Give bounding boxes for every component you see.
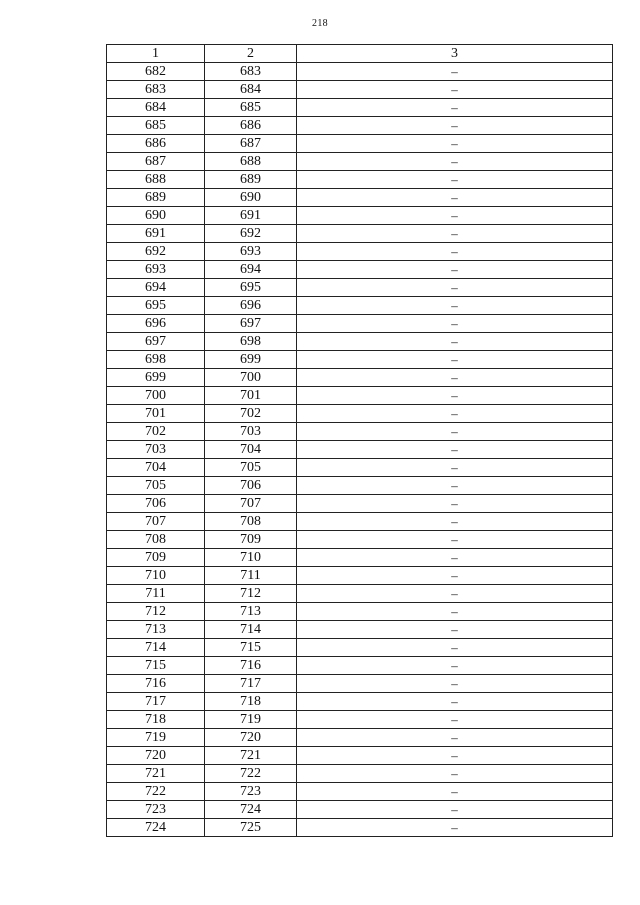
table-cell-col-1: 713	[107, 621, 205, 639]
table-cell-col-2: 697	[205, 315, 297, 333]
table-cell-col-1: 721	[107, 765, 205, 783]
table-row	[107, 189, 613, 207]
table-cell-col-2: 703	[205, 423, 297, 441]
table-cell-col-3: –	[297, 603, 613, 621]
table-cell-col-1: 716	[107, 675, 205, 693]
table-cell-col-3: –	[297, 387, 613, 405]
table-cell-col-1: 711	[107, 585, 205, 603]
table-cell-col-1: 683	[107, 81, 205, 99]
table-cell-col-1: 688	[107, 171, 205, 189]
table-cell-col-3: –	[297, 819, 613, 837]
table-cell-col-2: 715	[205, 639, 297, 657]
table-cell-col-2: 714	[205, 621, 297, 639]
table-row	[107, 63, 613, 81]
table-row	[107, 747, 613, 765]
table-cell-col-1: 703	[107, 441, 205, 459]
table-cell-col-3: –	[297, 171, 613, 189]
table-cell-col-2: 723	[205, 783, 297, 801]
table-cell-col-3: –	[297, 369, 613, 387]
table-cell-col-2: 710	[205, 549, 297, 567]
table-cell-col-2: 700	[205, 369, 297, 387]
table-cell-col-1: 696	[107, 315, 205, 333]
table-row	[107, 315, 613, 333]
table-cell-col-3: –	[297, 549, 613, 567]
table-cell-col-2: 705	[205, 459, 297, 477]
table-cell-col-2: 725	[205, 819, 297, 837]
table-cell-col-2: 690	[205, 189, 297, 207]
table-row	[107, 387, 613, 405]
table-cell-col-3: –	[297, 693, 613, 711]
table-row	[107, 531, 613, 549]
table-row	[107, 171, 613, 189]
header-row	[107, 45, 613, 63]
table-cell-col-3: –	[297, 639, 613, 657]
table-row	[107, 621, 613, 639]
table-row	[107, 657, 613, 675]
table-row	[107, 99, 613, 117]
table-cell-col-1: 712	[107, 603, 205, 621]
table-cell-col-1: 689	[107, 189, 205, 207]
table-cell-col-3: –	[297, 117, 613, 135]
table-row	[107, 225, 613, 243]
table-row	[107, 459, 613, 477]
table-cell-col-2: 685	[205, 99, 297, 117]
table-cell-col-3: –	[297, 567, 613, 585]
table-cell-col-2: 722	[205, 765, 297, 783]
table-cell-col-2: 689	[205, 171, 297, 189]
table-cell-col-3: –	[297, 423, 613, 441]
table-row	[107, 585, 613, 603]
table-cell-col-1: 682	[107, 63, 205, 81]
column-header-2: 2	[205, 45, 297, 63]
table-cell-col-3: –	[297, 153, 613, 171]
table-cell-col-1: 698	[107, 351, 205, 369]
table-cell-col-1: 692	[107, 243, 205, 261]
table-row	[107, 729, 613, 747]
table-cell-col-2: 692	[205, 225, 297, 243]
table-cell-col-1: 717	[107, 693, 205, 711]
table-cell-col-1: 693	[107, 261, 205, 279]
table-cell-col-1: 714	[107, 639, 205, 657]
table-cell-col-3: –	[297, 621, 613, 639]
table-cell-col-2: 707	[205, 495, 297, 513]
table-cell-col-1: 699	[107, 369, 205, 387]
table-cell-col-2: 709	[205, 531, 297, 549]
table-cell-col-1: 707	[107, 513, 205, 531]
table-cell-col-3: –	[297, 675, 613, 693]
data-table	[106, 44, 613, 837]
table-cell-col-1: 685	[107, 117, 205, 135]
table-cell-col-1: 691	[107, 225, 205, 243]
table-cell-col-2: 695	[205, 279, 297, 297]
table-row	[107, 207, 613, 225]
table-row	[107, 81, 613, 99]
table-cell-col-3: –	[297, 783, 613, 801]
table-row	[107, 711, 613, 729]
table-cell-col-2: 701	[205, 387, 297, 405]
table-cell-col-2: 712	[205, 585, 297, 603]
table-cell-col-1: 687	[107, 153, 205, 171]
table-cell-col-1: 690	[107, 207, 205, 225]
table-row	[107, 513, 613, 531]
table-header	[107, 45, 613, 63]
table-cell-col-2: 683	[205, 63, 297, 81]
table-cell-col-3: –	[297, 765, 613, 783]
table-cell-col-3: –	[297, 477, 613, 495]
table-row	[107, 693, 613, 711]
column-header-3: 3	[297, 45, 613, 63]
table-cell-col-3: –	[297, 81, 613, 99]
table-cell-col-2: 719	[205, 711, 297, 729]
table-cell-col-3: –	[297, 351, 613, 369]
table-row	[107, 819, 613, 837]
table-cell-col-3: –	[297, 441, 613, 459]
table-row	[107, 477, 613, 495]
table-cell-col-3: –	[297, 261, 613, 279]
table-cell-col-1: 715	[107, 657, 205, 675]
table-cell-col-2: 688	[205, 153, 297, 171]
table-cell-col-1: 704	[107, 459, 205, 477]
table-cell-col-2: 699	[205, 351, 297, 369]
table-row	[107, 369, 613, 387]
table-cell-col-3: –	[297, 405, 613, 423]
table-row	[107, 333, 613, 351]
table-cell-col-3: –	[297, 99, 613, 117]
table-cell-col-3: –	[297, 747, 613, 765]
page-number: 218	[312, 18, 328, 29]
table-cell-col-1: 708	[107, 531, 205, 549]
table-cell-col-2: 713	[205, 603, 297, 621]
table-row	[107, 783, 613, 801]
table-cell-col-2: 696	[205, 297, 297, 315]
table-row	[107, 117, 613, 135]
table-cell-col-3: –	[297, 225, 613, 243]
column-header-1: 1	[107, 45, 205, 63]
table-cell-col-2: 691	[205, 207, 297, 225]
table-row	[107, 639, 613, 657]
table-cell-col-2: 718	[205, 693, 297, 711]
table-row	[107, 153, 613, 171]
table-cell-col-3: –	[297, 243, 613, 261]
table-cell-col-1: 697	[107, 333, 205, 351]
table-row	[107, 423, 613, 441]
table-cell-col-2: 716	[205, 657, 297, 675]
table-cell-col-1: 695	[107, 297, 205, 315]
table-cell-col-1: 722	[107, 783, 205, 801]
table-cell-col-3: –	[297, 297, 613, 315]
table-row	[107, 567, 613, 585]
table-cell-col-1: 720	[107, 747, 205, 765]
table-cell-col-2: 694	[205, 261, 297, 279]
table-row	[107, 765, 613, 783]
table-cell-col-1: 724	[107, 819, 205, 837]
table-cell-col-3: –	[297, 729, 613, 747]
table-cell-col-1: 718	[107, 711, 205, 729]
table-cell-col-3: –	[297, 513, 613, 531]
table-cell-col-2: 706	[205, 477, 297, 495]
table-cell-col-3: –	[297, 585, 613, 603]
table-row	[107, 405, 613, 423]
table-cell-col-2: 717	[205, 675, 297, 693]
table-cell-col-2: 704	[205, 441, 297, 459]
table-cell-col-3: –	[297, 711, 613, 729]
table-cell-col-3: –	[297, 207, 613, 225]
table-cell-col-3: –	[297, 63, 613, 81]
table-cell-col-3: –	[297, 495, 613, 513]
table-body	[107, 63, 613, 837]
table-cell-col-2: 686	[205, 117, 297, 135]
table-row	[107, 279, 613, 297]
table-cell-col-1: 719	[107, 729, 205, 747]
table-cell-col-2: 684	[205, 81, 297, 99]
table-row	[107, 261, 613, 279]
table-cell-col-3: –	[297, 459, 613, 477]
table-cell-col-1: 710	[107, 567, 205, 585]
table-cell-col-1: 705	[107, 477, 205, 495]
table-cell-col-3: –	[297, 531, 613, 549]
table-row	[107, 801, 613, 819]
table-cell-col-3: –	[297, 189, 613, 207]
table-cell-col-3: –	[297, 333, 613, 351]
table-cell-col-3: –	[297, 135, 613, 153]
table-cell-col-1: 723	[107, 801, 205, 819]
table-cell-col-2: 721	[205, 747, 297, 765]
table-cell-col-1: 700	[107, 387, 205, 405]
table-row	[107, 675, 613, 693]
table-cell-col-2: 720	[205, 729, 297, 747]
table-cell-col-1: 706	[107, 495, 205, 513]
table-row	[107, 135, 613, 153]
table-cell-col-2: 711	[205, 567, 297, 585]
table-cell-col-3: –	[297, 315, 613, 333]
table-cell-col-2: 708	[205, 513, 297, 531]
table-row	[107, 297, 613, 315]
table-row	[107, 603, 613, 621]
table-row	[107, 243, 613, 261]
table-row	[107, 549, 613, 567]
table-cell-col-1: 701	[107, 405, 205, 423]
table-cell-col-3: –	[297, 279, 613, 297]
table-cell-col-2: 724	[205, 801, 297, 819]
table-row	[107, 495, 613, 513]
table-cell-col-1: 694	[107, 279, 205, 297]
table-cell-col-2: 693	[205, 243, 297, 261]
table-cell-col-1: 684	[107, 99, 205, 117]
table-cell-col-1: 709	[107, 549, 205, 567]
table-cell-col-3: –	[297, 801, 613, 819]
table-cell-col-1: 686	[107, 135, 205, 153]
table-row	[107, 441, 613, 459]
table-cell-col-2: 702	[205, 405, 297, 423]
table-row	[107, 351, 613, 369]
table-cell-col-3: –	[297, 657, 613, 675]
table-cell-col-1: 702	[107, 423, 205, 441]
table-cell-col-2: 698	[205, 333, 297, 351]
table-cell-col-2: 687	[205, 135, 297, 153]
